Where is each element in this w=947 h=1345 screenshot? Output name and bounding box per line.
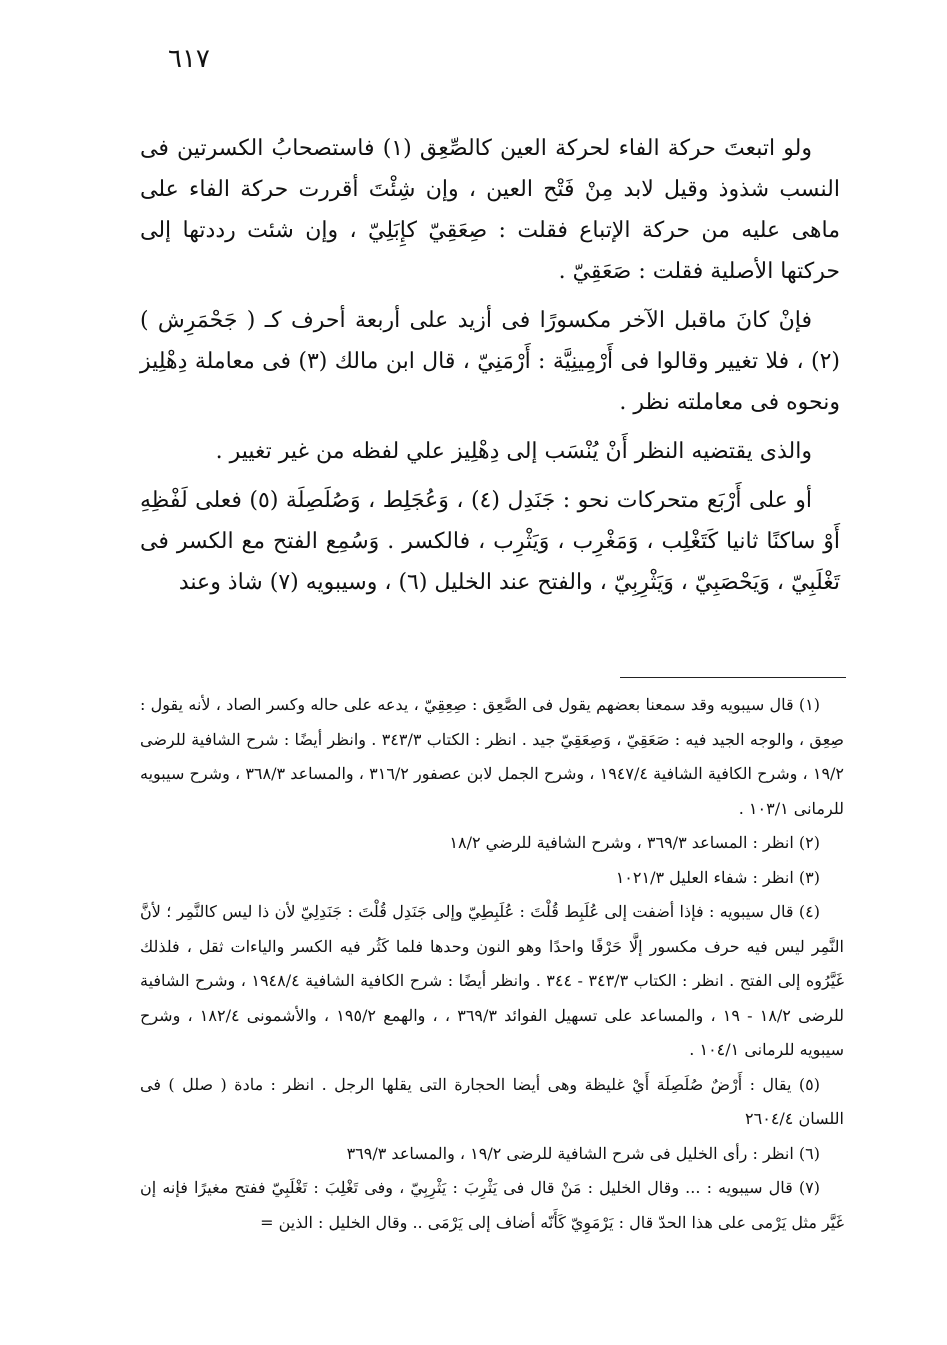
footnote-divider xyxy=(620,677,846,678)
footnote: (٥) يقال : أَرْضٌ صُلَصِلَة أَيْ غليظة وهى أيضا الحجارة التى يقلها الرجل . انظر : مادة ( صلل ) فى اللسان ٢٦٠٤/٤ xyxy=(140,1074,844,1128)
footnote: (٦) انظر : رأى الخليل فى شرح الشافية للرضى ١٩/٢ ، والمساعد ٣٦٩/٣ xyxy=(346,1143,820,1163)
main-text xyxy=(140,128,840,611)
paragraph: والذى يقتضيه النظر أَنْ يُنْسَب إلى دِهْلِيز علي لفظه من غير تغيير . xyxy=(215,439,812,464)
paragraph: ولو اتبعتَ حركة الفاء لحركة العين كالصِّعِق (١) فاستصحابُ الكسرتين فى النسب شذوذ وقيل لابد مِنْ فَتْح العين ، وإن شِئْتَ أقررت حركة الفاء على ماهى عليه من حركة الإتباع فقلت : صِعَقِيّ كإِبَلِيّ ، وإن شئت رددتها إلى حركتها الأصلية فقلت : صَعَقِيّ . xyxy=(140,136,840,284)
page-number: ٦١٧ xyxy=(168,44,210,74)
footnote: (٢) انظر : المساعد ٣٦٩/٣ ، وشرح الشافية للرضي ١٨/٢ xyxy=(449,833,820,852)
footnote: (١) قال سيبويه وقد سمعنا بعضهم يقول فى الصَّعِق : صِعِقِيّ ، يدعه على حاله وكسر الصاد ، لأنه يقول : صِعِق ، والوجه الجيد فيه : صَعَقِيّ ، وَصِعَقِيّ جيد . انظر : الكتاب ٣٤٣/٣ . وانظر أيضًا : شرح الشافية للرضى ١٩/٢ ، وشرح الكافية الشافية ١٩٤٧/٤ ، وشرح الجمل لابن عصفور ٣١٦/٢ ، والمساعد ٣٦٨/٣ ، وشرح سيبويه للرمانى ١٠٣/١ . xyxy=(140,695,845,818)
footnote: (٧) قال سيبويه : ... وقال الخليل : مَنْ قال فى يَثْرِبَ : يَثْرِبِيّ ، وفى تَغْلِبَ : تَغْلَبِيّ ففتح مغيرًا فإنه إن غَيَّر مثل يَرْمى على هذا الحدّ قال : يَرْمَوِيّ كَأَنّه أضاف إلى يَرْمَى .. وقال الخليل : الذين = xyxy=(140,1178,844,1232)
footnote: (٣) انظر : شفاء العليل ١٠٢١/٣ xyxy=(615,867,820,887)
paragraph: أو على أَرْبَع متحركات نحو : جَنَدِل (٤) ، وَعُجَلِط ، وَصُلَصِلَة (٥) فعلى لَفْظِهِ أَوْ ساكنًا ثانيا كَتَغْلِب ، وَمَغْرِب ، وَيَثْرِب ، فالكسر . وَسُمِع الفتح مع الكسر فى تَغْلَبِيّ ، وَيَحْصَبِيّ ، وَيَثْرِبِيّ ، والفتح عند الخليل (٦) ، وسيبويه (٧) شاذ وعند xyxy=(140,488,840,595)
footnotes xyxy=(140,688,844,1240)
paragraph: فإنْ كانَ ماقبل الآخر مكسورًا فى أزيد على أربعة أحرف كـ ( جَحْمَرِش ) (٢) ، فلا تغيير وقالوا فى أَرْمِينِيَّة : أَرْمَنِيّ ، قال ابن مالك (٣) فى معاملة دِهْلِيز ونحوه فى معاملته نظر . xyxy=(140,308,840,415)
footnote: (٤) قال سيبويه : فإذا أضفت إلى عُلَبِط قُلْتَ : عُلَبِطِيّ وإلى جَنَدِل قُلْتَ : جَنَدِلِيّ لأن ذا ليس كالنَّمِر ؛ لأنَّ النَّمِر ليس فيه حرف مكسور إلَّا حَرْفًا واحدًا وهو النون وحدها فلما كَثُر فيه الكسر والياءات ثقل ، فلذلك غَيَّرُوه إلى الفتح . انظر : الكتاب ٣٤٣/٣ - ٣٤٤ . وانظر أيضًا : شرح الكافية الشافية ١٩٤٨/٤ ، وشرح الشافية للرضى ١٨/٢ - ١٩ ، والمساعد على تسهيل الفوائد ٣٦٩/٣ ، ، والهمع ١٩٥/٢ ، والأشمونى ١٨٢/٤ ، وشرح سيبويه للرمانى ١٠٤/١ . xyxy=(140,902,844,1059)
